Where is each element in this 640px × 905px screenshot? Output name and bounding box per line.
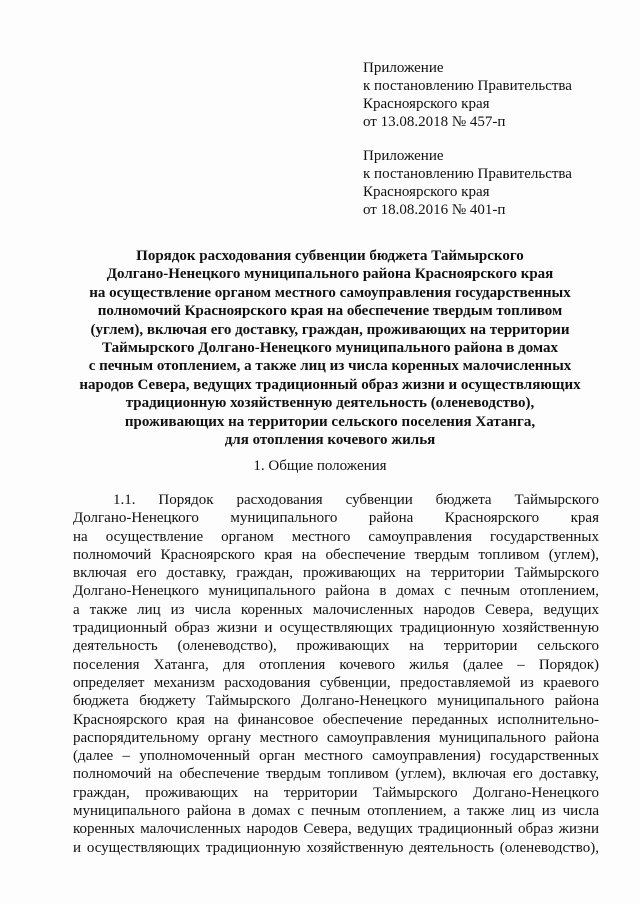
- section-heading: 1. Общие положения: [253, 458, 387, 474]
- paragraph-line: на осуществление органом местного самоуправления государственных: [73, 528, 599, 545]
- appendix-line: Красноярского края: [363, 96, 490, 112]
- appendix-line: от 18.08.2016 № 401-п: [363, 202, 506, 218]
- paragraph-line: полномочий Красноярского края на обеспечение твердым топливом (углем),: [73, 546, 599, 563]
- body-paragraph: [73, 491, 599, 857]
- title-line: Долгано-Ненецкого муниципального района Красноярского края: [106, 266, 554, 283]
- appendix-note-2018: [363, 59, 633, 131]
- title-line: для отопления кочевого жилья: [224, 432, 436, 449]
- appendix-line: Красноярского края: [363, 184, 490, 200]
- paragraph-line: коренных малочисленных народов Севера, ведущих традиционный образ жизни: [73, 821, 599, 838]
- paragraph-line: граждан, проживающих на территории Таймырского Долгано-Ненецкого: [73, 784, 599, 801]
- paragraph-line: поселения Хатанга, для отопления кочевого жилья (далее – Порядок): [73, 656, 599, 673]
- paragraph-line: муниципального района в домах с печным отоплением, а также лиц из числа: [73, 803, 599, 820]
- paragraph-line: определяет механизм расходования субвенции, предоставляемой из краевого: [73, 674, 599, 691]
- appendix-line: от 13.08.2018 № 457-п: [363, 114, 506, 130]
- appendix-line: Приложение: [363, 148, 444, 164]
- title-line: традиционную хозяйственную деятельность (оленеводство),: [125, 395, 535, 412]
- paragraph-line: полномочий на обеспечение твердым топливом (углем), включая его доставку,: [73, 766, 599, 783]
- paragraph-line: Красноярского края на финансовое обеспечение переданных исполнительно-: [73, 711, 599, 728]
- paragraph-line: распорядительному органу местного самоуправления муниципального района: [73, 729, 599, 746]
- appendix-line: к постановлению Правительства: [363, 78, 572, 94]
- paragraph-line: традиционный образ жизни и осуществляющих традиционную хозяйственную: [73, 620, 599, 637]
- appendix-note-2016: [363, 147, 633, 219]
- paragraph-line: включая его доставку, граждан, проживающих на территории Таймырского: [73, 565, 599, 582]
- document-title: [60, 247, 600, 449]
- title-line: проживающих на территории сельского поселения Хатанга,: [124, 413, 536, 430]
- title-line: полномочий Красноярского края на обеспечение твердым топливом: [97, 303, 563, 320]
- paragraph-line: деятельность (оленеводство), проживающих на территории сельского: [73, 638, 599, 655]
- paragraph-line: (далее – уполномоченный орган местного самоуправления) государственных: [73, 748, 599, 765]
- appendix-line: к постановлению Правительства: [363, 166, 572, 182]
- title-line: народов Севера, ведущих традиционный образ жизни и осуществляющих: [79, 376, 581, 393]
- paragraph-line: Долгано-Ненецкого муниципального района в домах с печным отоплением,: [73, 583, 599, 600]
- paragraph-line: бюджета бюджету Таймырского Долгано-Ненецкого муниципального района: [73, 693, 599, 710]
- paragraph-line: 1.1. Порядок расходования субвенции бюджета Таймырского: [113, 492, 599, 508]
- appendix-line: Приложение: [363, 60, 444, 76]
- paragraph-line: Долгано-Ненецкого муниципального района Красноярского края: [73, 510, 599, 527]
- paragraph-line: и осуществляющих традиционную хозяйственную деятельность (оленеводство),: [73, 839, 599, 856]
- title-line: на осуществление органом местного самоуправления государственных: [89, 284, 571, 301]
- title-line: с печным отоплением, а также лиц из числа коренных малочисленных: [88, 358, 572, 375]
- paragraph-line: а также лиц из числа коренных малочисленных народов Севера, ведущих: [73, 601, 599, 618]
- title-line: (углем), включая его доставку, граждан, проживающих на территории: [90, 321, 570, 338]
- title-line: Таймырского Долгано-Ненецкого муниципального района в домах: [101, 340, 559, 357]
- title-line: Порядок расходования субвенции бюджета Таймырского: [136, 248, 524, 264]
